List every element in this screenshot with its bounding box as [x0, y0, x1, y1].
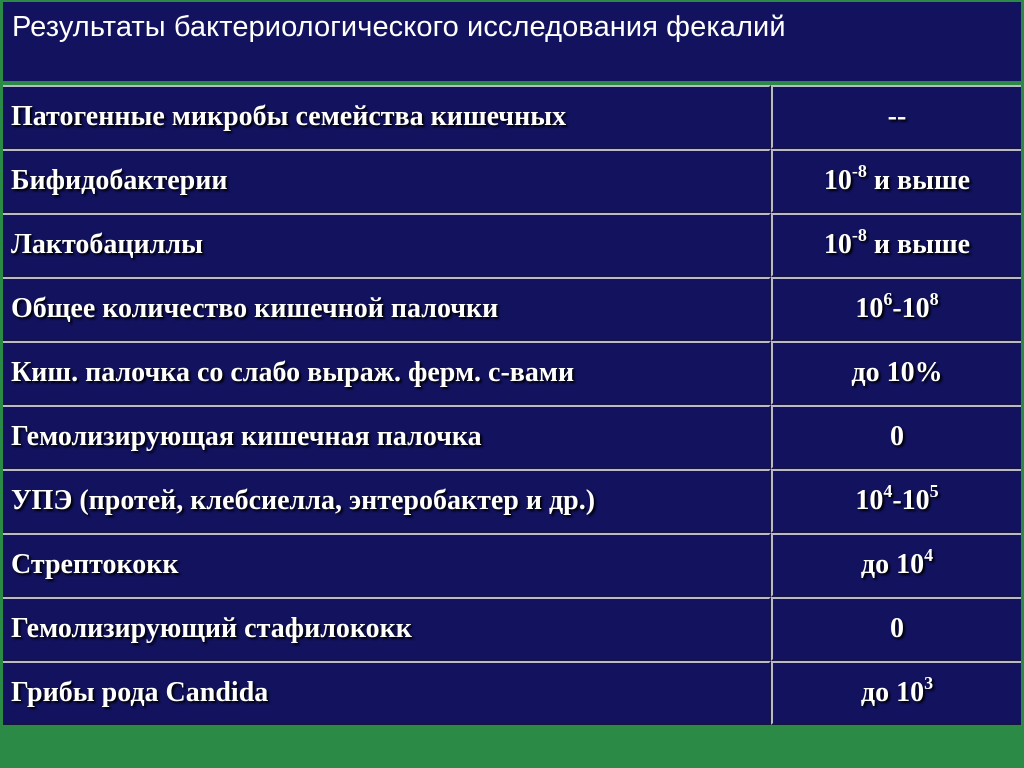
- table-row: [3, 341, 1021, 405]
- value-text: до 10: [860, 677, 925, 708]
- parameter-value-cell: [771, 341, 1021, 405]
- value-text: 10: [855, 293, 884, 324]
- parameter-value-cell: [771, 533, 1021, 597]
- parameter-name-cell: Гемолизирующий стафилококк: [3, 597, 771, 661]
- parameter-value-cell: [771, 85, 1021, 149]
- parameter-name-cell: Общее количество кишечной палочки: [3, 277, 771, 341]
- slide-title: Результаты бактериологического исследования фекалий: [12, 11, 786, 43]
- parameter-name-cell: Патогенные микробы семейства кишечных: [3, 85, 771, 149]
- exponent: 5: [929, 481, 939, 501]
- table-row: [3, 213, 1021, 277]
- table-row: [3, 533, 1021, 597]
- parameter-value-cell: [771, 213, 1021, 277]
- table-row: [3, 405, 1021, 469]
- value-text: 10: [823, 165, 852, 196]
- parameter-name-cell: Бифидобактерии: [3, 149, 771, 213]
- exponent: 4: [883, 481, 893, 501]
- exponent: 8: [929, 289, 939, 309]
- table-row: [3, 149, 1021, 213]
- value-text: и выше: [866, 229, 971, 260]
- value-text: 0: [890, 421, 904, 452]
- parameter-name-cell: УПЭ (протей, клебсиелла, энтеробактер и др.): [3, 469, 771, 533]
- parameter-name-cell: Стрептококк: [3, 533, 771, 597]
- parameter-name-cell: Грибы рода Candida: [3, 661, 771, 725]
- value-text: 0: [890, 613, 904, 644]
- exponent: 4: [924, 545, 934, 565]
- exponent: 6: [883, 289, 893, 309]
- parameter-name-cell: Киш. палочка со слабо выраж. ферм. с-вами: [3, 341, 771, 405]
- table-row: [3, 661, 1021, 725]
- table-row: [3, 85, 1021, 149]
- value-text: до 10: [860, 549, 925, 580]
- value-text: до 10%: [851, 357, 943, 388]
- value-text: 10: [855, 485, 884, 516]
- parameter-value-cell: [771, 149, 1021, 213]
- value-text: и выше: [866, 165, 971, 196]
- value-text: 10: [823, 229, 852, 260]
- exponent: -8: [851, 225, 867, 245]
- exponent: 3: [924, 673, 934, 693]
- parameter-value-cell: [771, 277, 1021, 341]
- parameter-value-cell: [771, 469, 1021, 533]
- table-row: [3, 277, 1021, 341]
- parameter-value-cell: [771, 405, 1021, 469]
- exponent: -8: [851, 161, 867, 181]
- value-text: -10: [892, 293, 930, 324]
- parameter-name-cell: Лактобациллы: [3, 213, 771, 277]
- title-bar: [3, 2, 1021, 84]
- parameter-value-cell: [771, 661, 1021, 725]
- parameter-name-cell: Гемолизирующая кишечная палочка: [3, 405, 771, 469]
- value-text: -10: [892, 485, 930, 516]
- table-row: [3, 469, 1021, 533]
- parameter-value-cell: [771, 597, 1021, 661]
- results-table-body: [3, 85, 1021, 725]
- table-row: [3, 597, 1021, 661]
- results-table: [3, 85, 1021, 725]
- value-text: --: [887, 101, 907, 132]
